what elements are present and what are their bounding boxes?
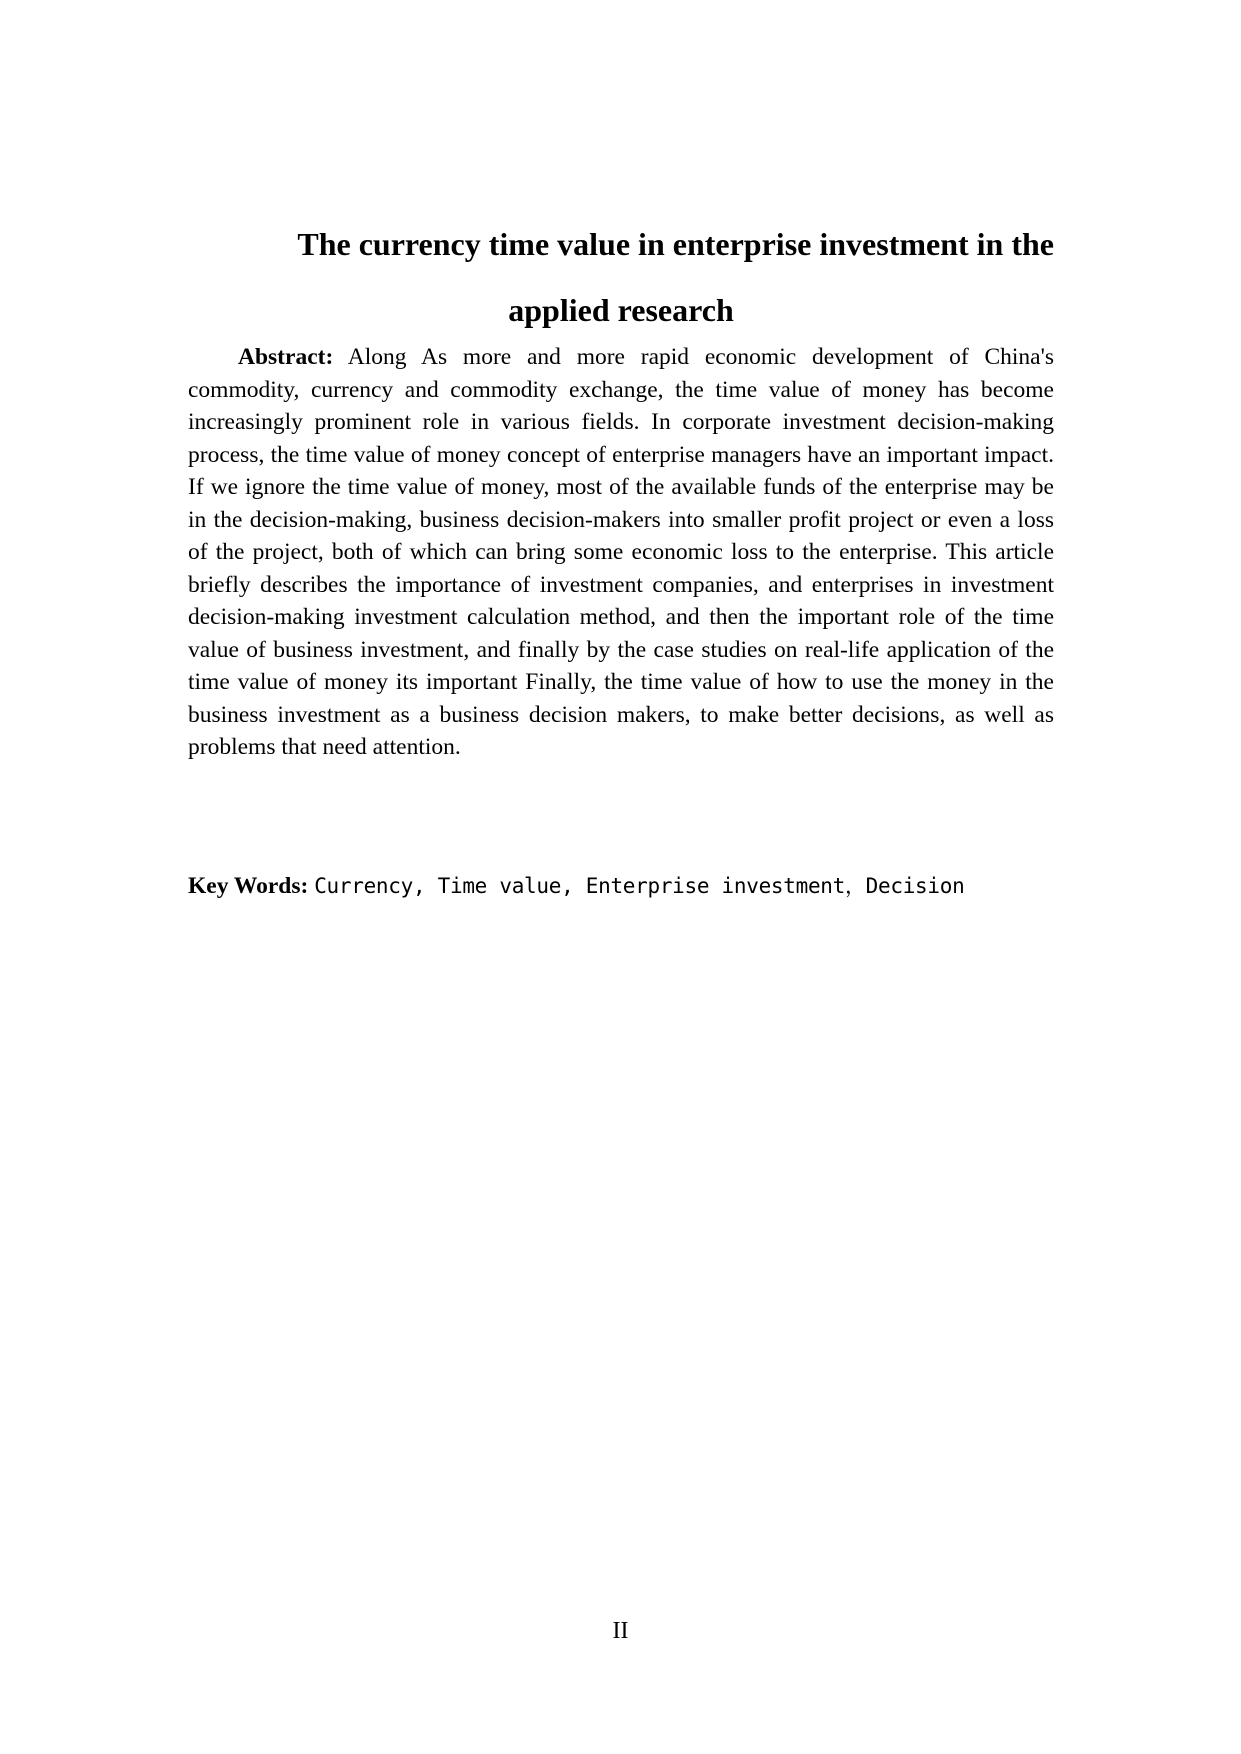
page-number: II — [612, 1618, 629, 1644]
keywords-line — [188, 870, 1088, 902]
abstract-label: Abstract: — [238, 344, 334, 370]
keywords-label: Key Words: — [188, 873, 309, 899]
paper-title-line-1: The currency time value in enterprise investment in the — [297, 226, 1054, 262]
abstract-text: Along As more and more rapid economic development of China's commodity, currency and commodity exchange, the time value of money has become increasingly prominent role in various fields. In corporate investment decision-making process, the time value of money concept of enterprise managers have an important impact. If we ignore the time value of money, most of the available funds of the enterprise may be in the decision-making, business decision-makers into smaller profit project or even a loss of the project, both of which can bring some economic loss to the enterprise. This article briefly describes the importance of investment companies, and enterprises in investment decision-making investment calculation method, and then the important role of the time value of business investment, and finally by the case studies on real-life application of the time value of money its important Finally, the time value of how to use the money in the business investment as a business decision makers, to make better decisions, as well as problems that need attention. — [188, 344, 1054, 760]
keywords-text: Currency, Time value, Enterprise investment，Decision — [314, 874, 965, 898]
paper-title-line-2: applied research — [508, 292, 734, 328]
abstract-paragraph — [188, 341, 1054, 764]
